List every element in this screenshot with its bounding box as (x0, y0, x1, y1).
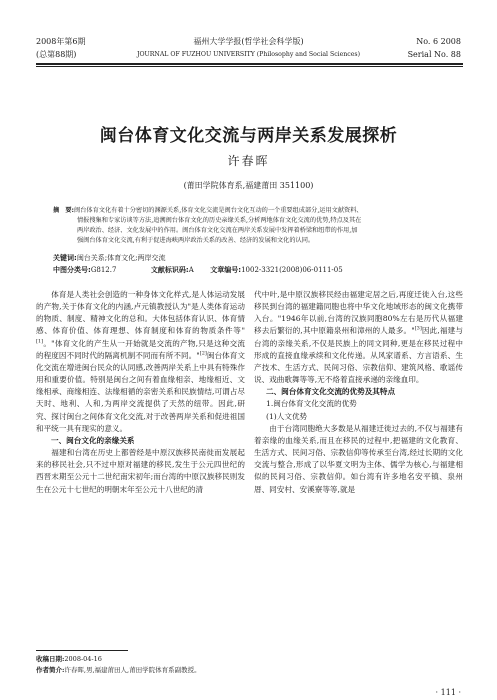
header-serial-en: Serial No. 88 (407, 50, 461, 59)
text-run: 体育是人类社会创造的一种身体文化样式,是人体运动发展的产物,关于体育文化的内涵,卢元镇教授认为"是人类体育运动的物质、制度、精神文化的总和。大体包括体育认识、体育情感、体育价值、体育理想、体育制度和体育的物质条件等" (36, 290, 245, 336)
page-number: · 111 · (435, 688, 461, 697)
section-heading-2: 二、闽台体育文化交流的优势及其特点 (266, 387, 396, 397)
paragraph (36, 289, 245, 435)
bio-text: 许春晖,男,福建莆田人,莆田学院体育系副教授。 (64, 666, 201, 674)
keywords (53, 253, 453, 263)
subsubsection-heading: (1)人文优势 (266, 411, 308, 421)
footnote-received (36, 654, 102, 664)
doc-code-label: 文献标识码: (150, 266, 189, 274)
header-journal-en: JOURNAL OF FUZHOU UNIVERSITY (Philosophy and Social Sciences) (137, 51, 360, 58)
body-column-right (254, 289, 463, 496)
article-no-label: 文章编号: (210, 266, 242, 274)
body-column-left (36, 289, 245, 496)
abstract (53, 206, 453, 246)
citation: [1] (36, 338, 44, 345)
keywords-text: 闽台关系;体育文化;两岸交流 (76, 254, 166, 262)
section-heading-1: 一、闽台文化的亲缘关系 (51, 435, 135, 445)
text-run: 闽台体育文化交流在增进闽台民众的认同感,改善两岸关系上中具有特殊作用和重要价值。特别是闽台之间有着血缘相亲、地缘相近、文缘相承、商缘相连、法缘相循的亲密关系和民族情结,可谓占尽天时、地利、人和,为两岸交流提供了天然的纽带。因此,研究、探讨闽台之间体育文化交流,对于改善两岸关系和促进祖国和平统一具有现实的意义。 (36, 350, 245, 433)
subsection-heading: 1.闽台体育文化交流的优势 (266, 399, 357, 409)
text-run: 代中叶,是中原汉族移民经由福建定居之后,再度迁徙入台,这些移民到台湾的福建籍同胞也将中华文化地域形态的闽文化携带入台。"1946年以前,台湾的汉族同胞80%左右是历代从福建移去后繁衍的,其中原籍泉州和漳州的人最多。" (254, 290, 463, 336)
paper-title: 闽台体育文化交流与两岸关系发展探析 (99, 126, 398, 146)
author-name: 许春晖 (227, 154, 270, 168)
bio-label: 作者简介: (36, 666, 65, 674)
classification (53, 265, 473, 275)
footnote-author-bio (36, 665, 201, 675)
author-affiliation: (莆田学院体育系,福建莆田 351100) (183, 181, 314, 190)
paragraph (254, 289, 463, 386)
text-run: 因此,福建与台湾的亲缘关系,不仅是民族上的同文同种,更是在移民过程中形成的直接血缘承续和文化传递。从风家谱系、方言语系、生产技术、生活方式、民间习俗、宗教信仰、建筑风格、歌谣传说、戏曲歌舞等等,无不烙着直接承递的亲缘血印。 (254, 326, 463, 385)
footnote-rule (36, 650, 128, 651)
header-journal-cn: 福州大学学报(哲学社会科学版) (193, 37, 304, 46)
abstract-line-4: 强闽台体育文化交流,有利于促进海峡两岸政治关系的改善、经济的发展和文化的认同。 (77, 237, 315, 244)
abstract-line-2: 情报搜集和专家访谈等方法,追溯闽台体育文化的历史亲缘关系,分析两地体育文化交流的优势,特点及其在 (77, 217, 362, 224)
received-date: 2008-04-16 (64, 655, 102, 663)
text-run: 。"体育文化的产生从一开始就是交流的产物,只是这种交流的程度因不同时代的隔离机制不同而有所不同。" (36, 338, 245, 360)
paragraph: 由于台湾同胞绝大多数是从福建迁徙过去的,不仅与福建有着亲缘的血缘关系,而且在移民的过程中,把福建的文化教育、生活方式、民间习俗、宗教信仰等传承至台湾,经过长期的文化交流与整合,形成了以华夏文明为主体、儒学为核心,与福建相似的民间习俗、宗教信仰。如台湾有许多地名安平镇、泉州厝、同安村、安溪寮等等,就是 (254, 423, 463, 494)
header-serial-cn: (总第88期) (36, 50, 77, 59)
doc-code-value: A (188, 266, 194, 274)
abstract-line-3: 两岸政治、经济、文化发展中的作用。闽台体育文化交流在两岸关系发展中发挥着桥梁和纽带的作用,加 (77, 227, 358, 234)
header-rule-thin (36, 66, 463, 67)
header-rule-thick (36, 63, 463, 65)
header-issue: 2008年第6期 (36, 37, 86, 46)
citation: [3] (414, 325, 422, 332)
paragraph: 福建和台湾在历史上都曾经是中原汉族移民南徙而发展起来的移民社会,只不过中原对福建的移民,发生于公元四世纪的西晋末期至公元十二世纪南宋初年;而台湾的中原汉族移民则发生在公元十七世纪的明朝末年至公元十八世纪的清 (36, 448, 245, 494)
abstract-line-1: 闽台体育文化有着十分密切的渊源关系,体育文化交流是闽台文化互动的一个重要组成部分,运用文献资料、 (74, 207, 363, 214)
clc-value: G812.7 (90, 266, 117, 274)
abstract-label: 摘 要: (53, 207, 75, 214)
received-label: 收稿日期: (36, 655, 65, 663)
keywords-label: 关键词: (53, 254, 77, 262)
header-number: No. 6 2008 (416, 37, 461, 46)
article-no-value: 1002-3321(2008)06-0111-05 (241, 266, 343, 274)
citation: [2] (199, 350, 207, 357)
clc-label: 中图分类号: (53, 266, 91, 274)
